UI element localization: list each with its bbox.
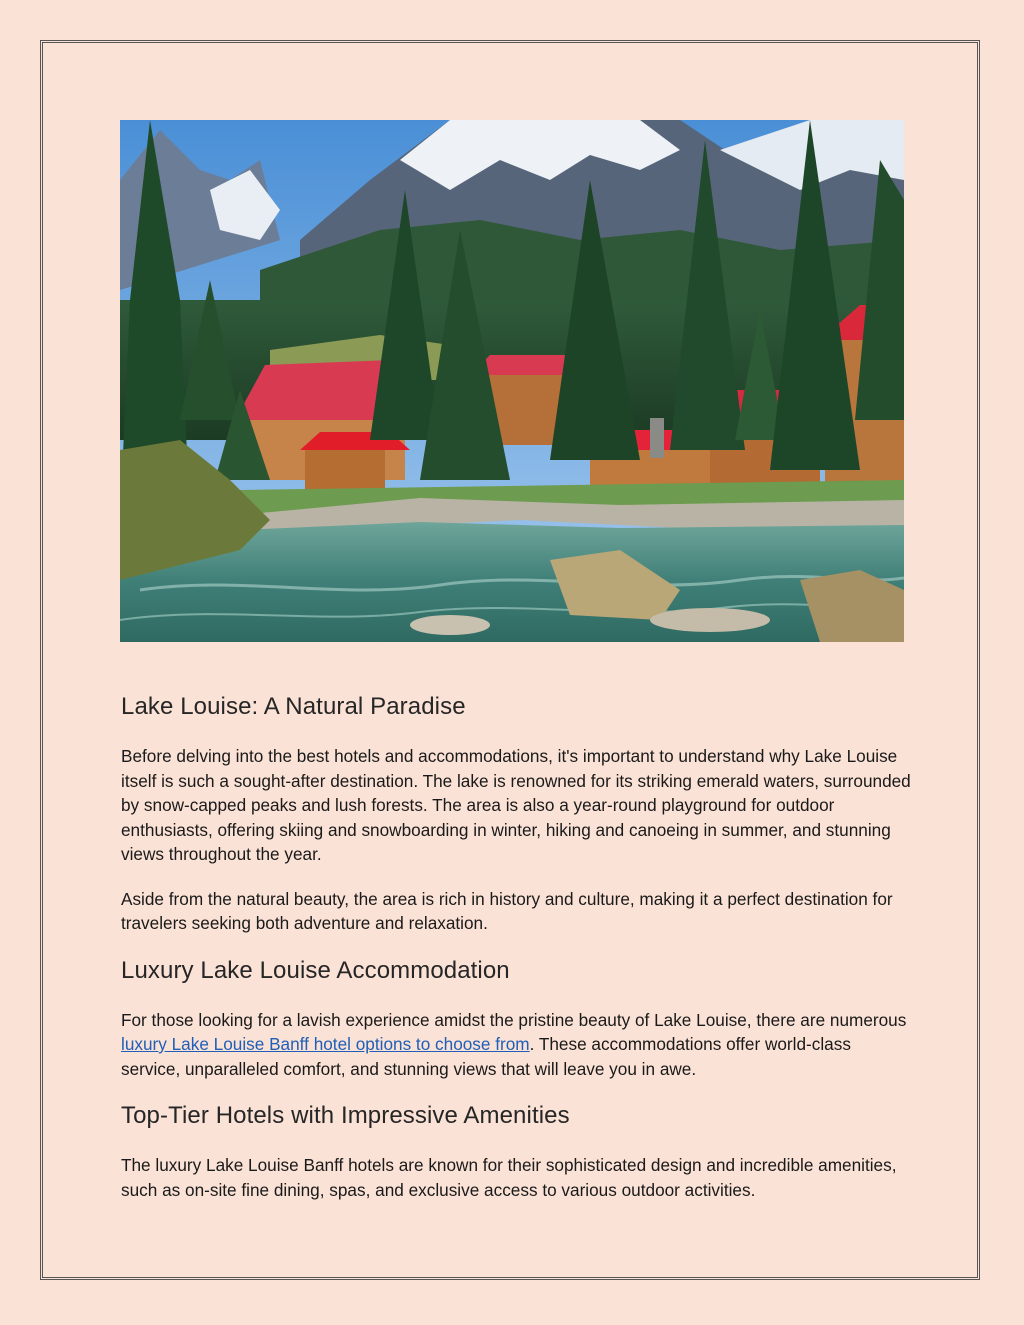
article-body bbox=[121, 690, 911, 1222]
paragraph-history-culture: Aside from the natural beauty, the area is rich in history and culture, making it a perfect destination for travelers seeking both adventure and relaxation. bbox=[121, 888, 893, 933]
paragraph-lavish-experience bbox=[121, 1008, 911, 1082]
luxury-hotel-options-link[interactable]: luxury Lake Louise Banff hotel options to choose from bbox=[121, 1034, 530, 1054]
section-heading-natural-paradise: Lake Louise: A Natural Paradise bbox=[121, 693, 466, 720]
hero-photo-lodge-by-river bbox=[120, 120, 904, 642]
paragraph-text-before-link: For those looking for a lavish experience amidst the pristine beauty of Lake Louise, there are numerous bbox=[121, 1009, 907, 1030]
section-heading-top-tier-hotels: Top-Tier Hotels with Impressive Amenities bbox=[121, 1102, 570, 1129]
paragraph-text-after-link: . These accommodations offer world-class service, unparalleled comfort, and stunning views that will leave you in awe. bbox=[121, 1034, 851, 1079]
paragraph-destination-intro: Before delving into the best hotels and accommodations, it's important to understand why Lake Louise itself is such a sought-after destination. The lake is renowned for its striking emerald waters, surrounded by snow-capped peaks and lush forests. The area is also a year-round playground for outdoor enthusiasts, offering skiing and snowboarding in winter, hiking and canoeing in summer, and stunning views throughout the year. bbox=[121, 746, 911, 864]
paragraph-amenities: The luxury Lake Louise Banff hotels are known for their sophisticated design and incredible amenities, such as on-site fine dining, spas, and exclusive access to various outdoor activities. bbox=[121, 1155, 897, 1200]
section-heading-luxury-accommodation: Luxury Lake Louise Accommodation bbox=[121, 956, 510, 984]
